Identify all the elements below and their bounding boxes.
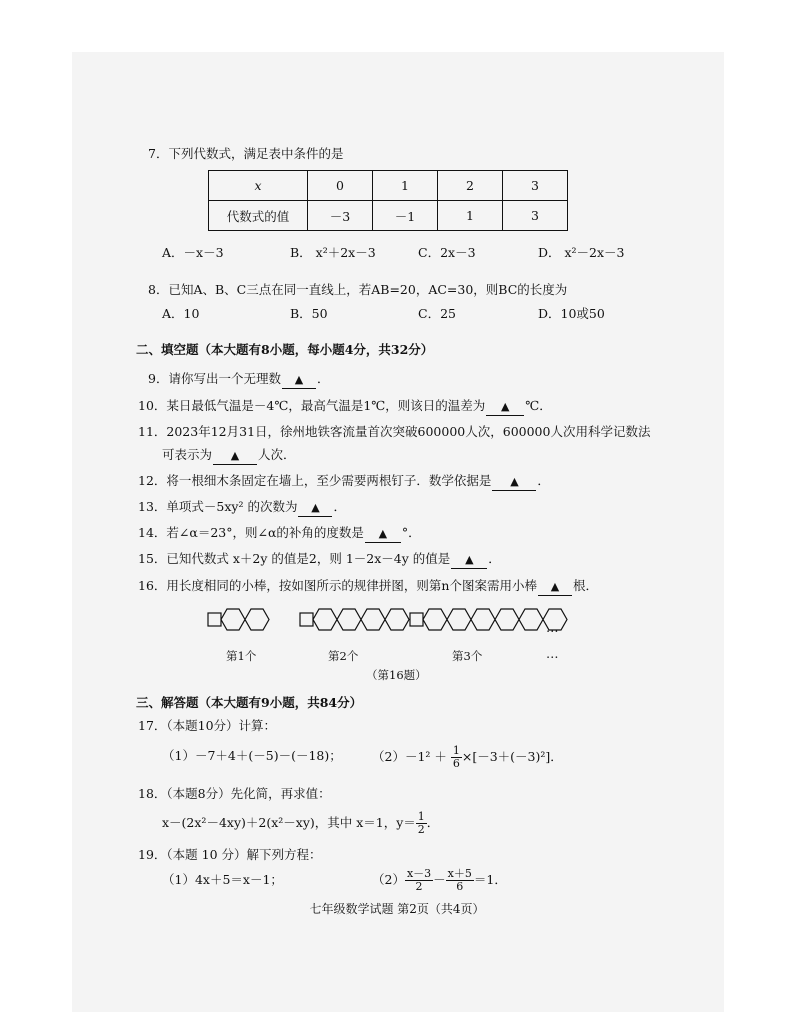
answer-blank[interactable] (486, 398, 524, 416)
table-cell: 1 (438, 201, 503, 231)
q12 (138, 473, 550, 491)
q15-end: ． (488, 551, 501, 566)
q19-part1: （1）4x＋5＝x－1； (162, 872, 283, 887)
table-cell: 代数式的值 (209, 201, 308, 231)
table-cell: －1 (373, 201, 438, 231)
q16-pattern-figure (200, 600, 580, 670)
fraction-numerator: 1 (417, 810, 425, 823)
q14-end: °． (401, 525, 421, 540)
q16-label-1: 第1个 (226, 649, 257, 663)
q9 (148, 371, 329, 389)
table-cell: －3 (308, 201, 373, 231)
q19-part2 (372, 866, 507, 894)
q17-part2 (372, 744, 563, 770)
q19-part2-pre: （2） (372, 872, 405, 887)
table-cell: 3 (503, 171, 568, 201)
table-row (209, 201, 568, 231)
q17-part1: （1）－7＋4＋(－5)－(－18)； (162, 748, 342, 763)
q17-part2-pre: （2）－1² ＋ (372, 749, 447, 764)
q11-end: 人次． (258, 447, 296, 462)
section-3-heading: 三、解答题（本大题有9小题，共84分） (136, 695, 363, 710)
q7-table (208, 170, 568, 231)
q8-option-b[interactable]: B．50 (290, 306, 328, 321)
q18-expression (162, 810, 439, 836)
q8-option-a[interactable]: A．10 (162, 306, 200, 321)
q10 (138, 398, 552, 416)
answer-blank[interactable] (365, 525, 401, 543)
answer-blank[interactable] (282, 371, 316, 389)
q11-line2 (162, 447, 296, 465)
q14-text: 14．若∠α＝23°，则∠α的补角的度数是 (138, 525, 364, 540)
q17-stem: 17．（本题10分）计算： (138, 718, 277, 733)
section-2-heading: 二、填空题（本大题有8小题，每小题4分，共32分） (136, 342, 434, 357)
q13-end: ． (333, 499, 346, 514)
minus-sign: － (433, 872, 446, 887)
table-cell: 0 (308, 171, 373, 201)
q14 (138, 525, 421, 543)
q7-stem: 7．下列代数式，满足表中条件的是 (148, 146, 344, 161)
q18-stem: 18．（本题8分）先化简，再求值： (138, 786, 331, 801)
answer-blank[interactable] (298, 499, 332, 517)
q13 (138, 499, 346, 517)
table-cell: 3 (503, 201, 568, 231)
fraction-denominator: 6 (456, 880, 464, 893)
q11-line1: 11．2023年12月31日，徐州地铁客流量首次突破600000人次，600000人次用科学记数法 (138, 424, 651, 439)
q15-text: 15．已知代数式 x＋2y 的值是2，则 1－2x－4y 的值是 (138, 551, 451, 566)
fraction-denominator: 2 (415, 880, 423, 893)
table-cell: 2 (438, 171, 503, 201)
fraction-numerator: x＋5 (447, 867, 472, 880)
q8-option-d[interactable]: D．10或50 (538, 306, 605, 321)
q9-end: ． (316, 371, 330, 386)
table-row (209, 171, 568, 201)
q12-text: 12．将一根细木条固定在墙上，至少需要两根钉子．数学依据是 (138, 473, 492, 488)
table-cell: 1 (373, 171, 438, 201)
fraction (405, 868, 433, 893)
q7-option-d[interactable]: D． x²－2x－3 (538, 245, 625, 260)
q13-text: 13．单项式－5xy² 的次数为 (138, 499, 298, 514)
answer-blank[interactable] (538, 578, 572, 596)
q16-label-2: 第2个 (328, 649, 359, 663)
fraction (451, 745, 462, 770)
triangle-icon: ▲ (465, 553, 474, 566)
q7-option-a[interactable]: A．－x－3 (162, 245, 224, 260)
triangle-icon: ▲ (510, 475, 519, 488)
triangle-icon: ▲ (378, 527, 388, 540)
q9-text: 9．请你写出一个无理数 (148, 371, 281, 386)
triangle-icon: ▲ (230, 449, 240, 462)
triangle-icon: ▲ (501, 400, 510, 413)
q7-option-c[interactable]: C．2x－3 (418, 245, 476, 260)
answer-blank[interactable] (213, 447, 257, 465)
q18-expr-text: x－(2x²－4xy)＋2(x²－xy)，其中 x＝1，y＝ (162, 815, 416, 830)
fraction-numerator: 1 (452, 744, 460, 757)
answer-blank[interactable] (492, 473, 536, 491)
q7-option-b[interactable]: B． x²＋2x－3 (290, 245, 376, 260)
triangle-icon: ▲ (294, 373, 304, 386)
table-cell: x (209, 171, 308, 201)
triangle-icon: ▲ (311, 501, 320, 514)
fraction-denominator: 2 (417, 823, 425, 836)
q10-text: 10．某日最低气温是－4℃，最高气温是1℃，则该日的温差为 (138, 398, 486, 413)
page-footer: 七年级数学试题 第2页（共4页） (309, 902, 485, 916)
q8-stem: 8．已知A、B、C三点在同一直线上，若AB=20，AC=30，则BC的长度为 (148, 282, 568, 297)
q16 (138, 578, 598, 596)
q16-text: 16．用长度相同的小棒，按如图所示的规律拼图，则第n个图案需用小棒 (138, 578, 537, 593)
q16-label-3: 第3个 (452, 649, 483, 663)
q16-ellipsis-top: … (546, 620, 559, 635)
q12-end: ． (537, 473, 550, 488)
fraction (446, 868, 474, 893)
q16-ellipsis-bottom: … (546, 646, 559, 661)
q16-caption: （第16题） (366, 668, 427, 682)
q18-end: ． (426, 815, 440, 830)
q15 (138, 551, 501, 569)
fraction-denominator: 6 (452, 757, 460, 770)
q19-part2-post: ＝1． (473, 872, 507, 887)
q19-stem: 19．（本题 10 分）解下列方程： (138, 847, 322, 862)
q10-end: ℃． (525, 398, 552, 413)
triangle-icon: ▲ (550, 580, 560, 593)
q8-option-c[interactable]: C．25 (418, 306, 456, 321)
fraction (416, 811, 427, 836)
fraction-numerator: x－3 (406, 867, 432, 880)
q16-end: 根． (572, 578, 598, 593)
answer-blank[interactable] (451, 551, 487, 569)
q17-part2-post: ×[－3＋(－3)²]． (461, 749, 563, 764)
q11-text: 可表示为 (162, 447, 213, 462)
